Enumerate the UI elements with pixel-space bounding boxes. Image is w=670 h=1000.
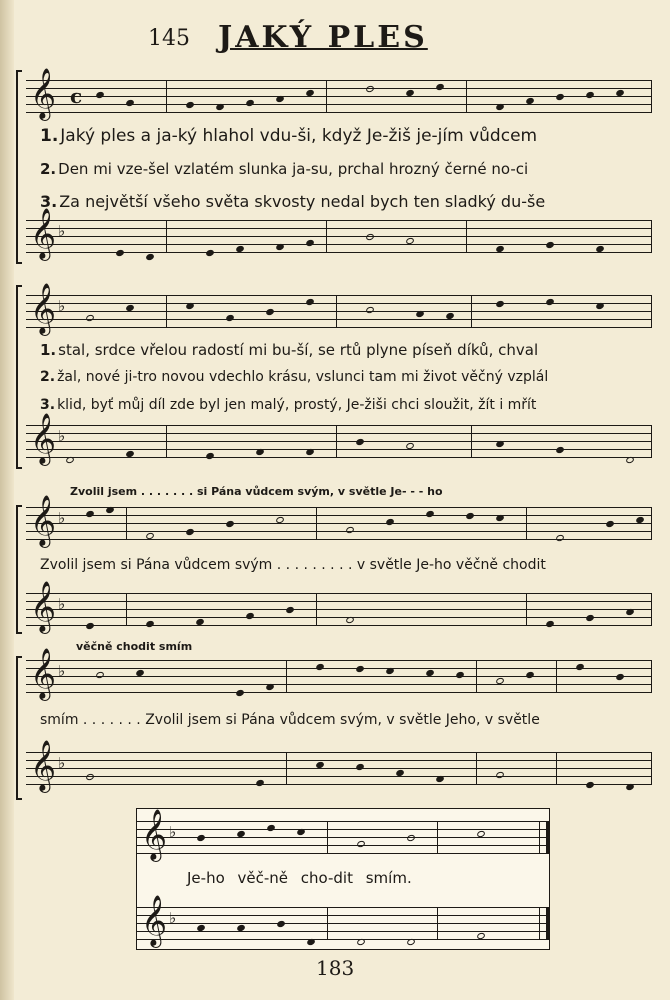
flat-icon: ♭: [58, 662, 66, 680]
refrain-upper-text: Zvolil jsem . . . . . . . si Pána vůdcem svým, v světle Je- - - ho: [70, 485, 443, 498]
flat-icon: ♭: [169, 823, 177, 841]
ending-line: Je-ho věč-ně cho-dit smím.: [187, 869, 412, 887]
verse-line-1: [40, 126, 537, 146]
treble-staff: [26, 648, 652, 699]
hymn-title: JAKÝ PLES: [218, 20, 428, 55]
verse-number: 2.: [40, 160, 57, 178]
verse-number: 1.: [40, 126, 59, 146]
verse-line-2: [40, 160, 528, 178]
system-4: [26, 640, 652, 800]
refrain-line-1: Zvolil jsem si Pána vůdcem svým . . . . . . . . . v světle Je-ho věčně chodit: [40, 557, 546, 573]
flat-icon: ♭: [58, 754, 66, 772]
verse-number: 3.: [40, 192, 58, 211]
verse-number: 1.: [40, 341, 57, 359]
verse-text: Za největší všeho světa skvosty nedal bych ten sladký du-še: [59, 192, 546, 211]
treble-staff: [26, 68, 652, 119]
ending-system: [136, 808, 550, 950]
verse-line-2: [40, 369, 548, 385]
flat-icon: ♭: [169, 909, 177, 927]
treble-clef-icon: 𝄞: [30, 283, 57, 334]
treble-staff: [26, 495, 652, 546]
verse-number: 2.: [40, 369, 56, 385]
refrain-line-2: smím . . . . . . . Zvolil jsem si Pána vůdcem svým, v světle Jeho, v světle: [40, 712, 540, 728]
clef-icon: 𝄞: [30, 208, 57, 259]
verse-text: žal, nové ji-tro novou vdechlo krásu, vslunci tam mi život věčný vzplál: [57, 369, 549, 385]
verse-text: Den mi vze-šel vzlatém slunka ja-su, prchal hrozný černé no-ci: [58, 160, 529, 178]
common-time-icon: c: [70, 84, 83, 108]
book-spine: [0, 0, 14, 1000]
flat-icon: ♭: [58, 427, 66, 445]
clef-icon: 𝄞: [30, 581, 57, 632]
hymn-number: 145: [148, 26, 190, 51]
treble-staff: [137, 809, 549, 860]
clef-icon: 𝄞: [30, 740, 57, 791]
verse-text: Jaký ples a ja-ký hlahol vdu-ši, když Je-žiš je-jím vůdcem: [60, 126, 538, 146]
refrain-upper-text: věčně chodit smím: [76, 640, 193, 653]
verse-text: klid, byť můj díl zde byl jen malý, prostý, Je-žiši chci sloužit, žít i mřít: [57, 397, 537, 413]
treble-clef-icon: 𝄞: [141, 809, 168, 860]
clef-icon: 𝄞: [141, 895, 168, 946]
system-1: [26, 70, 652, 270]
system-3: [26, 485, 652, 635]
bass-staff: [26, 740, 652, 791]
treble-staff: [26, 283, 652, 334]
bass-staff: [26, 581, 652, 632]
verse-text: stal, srdce vřelou radostí mi bu-ší, se rtů plyne píseň díků, chval: [58, 341, 539, 359]
bass-staff: [137, 895, 549, 946]
verse-line-1: [40, 341, 538, 359]
bass-staff: [26, 208, 652, 259]
system-2: [26, 285, 652, 475]
flat-icon: ♭: [58, 595, 66, 613]
verse-line-3: [40, 192, 545, 211]
flat-icon: ♭: [58, 297, 66, 315]
flat-icon: ♭: [58, 509, 66, 527]
flat-icon: ♭: [58, 222, 66, 240]
bass-staff: [26, 413, 652, 464]
treble-clef-icon: 𝄞: [30, 68, 57, 119]
verse-number: 3.: [40, 397, 56, 413]
clef-icon: 𝄞: [30, 413, 57, 464]
treble-clef-icon: 𝄞: [30, 648, 57, 699]
treble-clef-icon: 𝄞: [30, 495, 57, 546]
verse-line-3: [40, 397, 536, 413]
page-number: 183: [316, 956, 355, 980]
